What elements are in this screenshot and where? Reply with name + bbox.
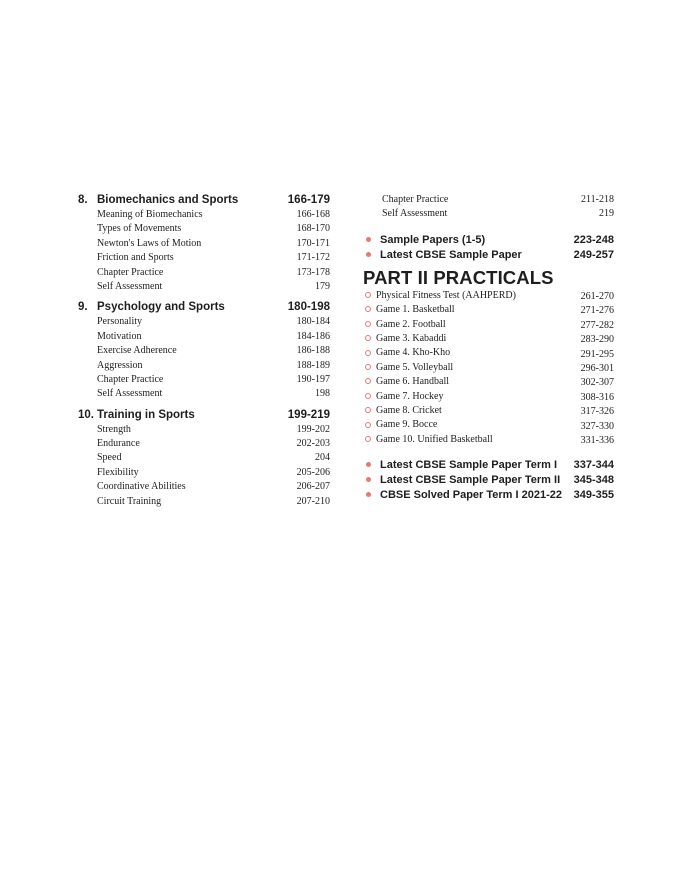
toc-paper-label: CBSE Solved Paper Term I 2021-22: [380, 489, 562, 502]
toc-paper-pages: 249-257: [573, 248, 614, 261]
toc-paper-entry[interactable]: [363, 248, 614, 263]
toc-entry-pages: 179: [315, 280, 330, 292]
toc-practical-label: Game 2. Football: [376, 318, 446, 330]
toc-entry-pages: 188-189: [296, 359, 330, 371]
toc-paper-label: Sample Papers (1-5): [380, 233, 486, 246]
chapter-pages: 180-198: [287, 301, 330, 314]
toc-entry[interactable]: [78, 315, 330, 329]
toc-entry-pages: 168-170: [296, 223, 330, 235]
bullet-ring-icon: [365, 321, 371, 327]
toc-entry[interactable]: [78, 387, 330, 401]
toc-practical-entry[interactable]: [363, 390, 614, 404]
toc-practical-pages: 302-307: [580, 377, 614, 389]
toc-practical-pages: 291-295: [580, 348, 614, 360]
toc-entry-pages: 198: [315, 388, 330, 400]
toc-entry-label: Flexibility: [97, 466, 139, 478]
toc-practical-entry[interactable]: [363, 332, 614, 346]
toc-entry-label: Chapter Practice: [97, 266, 164, 278]
bullet-ring-icon: [365, 407, 371, 413]
toc-paper-entry[interactable]: [363, 233, 614, 248]
toc-entry-label: Aggression: [97, 359, 143, 371]
bullet-ring-icon: [365, 378, 371, 384]
toc-practical-pages: 283-290: [580, 334, 614, 346]
toc-entry-label: Strength: [97, 423, 131, 435]
toc-entry-pages: 202-203: [296, 438, 330, 450]
toc-practical-entry[interactable]: [363, 303, 614, 317]
toc-entry-pages: 207-210: [296, 495, 330, 507]
chapter-pages: 199-219: [287, 408, 330, 421]
chapter-title: Training in Sports: [97, 408, 195, 421]
chapter-heading[interactable]: [78, 300, 330, 315]
chapter-heading[interactable]: [78, 408, 330, 423]
toc-practical-entry[interactable]: [363, 375, 614, 389]
toc-practical-entry[interactable]: [363, 418, 614, 432]
toc-entry[interactable]: [78, 373, 330, 387]
toc-practical-label: Game 5. Volleyball: [376, 361, 454, 373]
bullet-dot-icon: [366, 462, 371, 467]
bullet-ring-icon: [365, 422, 371, 428]
part-title: PART II PRACTICALS: [363, 266, 554, 288]
toc-entry-label: Personality: [97, 316, 142, 328]
toc-entry-label: Endurance: [97, 438, 140, 450]
toc-entry[interactable]: [78, 222, 330, 236]
spacer: [363, 447, 614, 458]
toc-entry[interactable]: [78, 280, 330, 294]
toc-entry-pages: 199-202: [296, 423, 330, 435]
chapter-heading[interactable]: [78, 193, 330, 208]
toc-practical-label: Game 8. Cricket: [376, 404, 442, 416]
toc-entry[interactable]: [78, 330, 330, 344]
toc-entry-pages: 205-206: [296, 466, 330, 478]
toc-practical-label: Game 4. Kho-Kho: [376, 347, 451, 359]
toc-right-column: [363, 193, 614, 503]
toc-entry[interactable]: [78, 237, 330, 251]
toc-entry-pages: 166-168: [296, 209, 330, 220]
toc-entry[interactable]: [78, 359, 330, 373]
toc-entry[interactable]: [78, 266, 330, 280]
toc-entry-label: Coordinative Abilities: [97, 481, 186, 493]
toc-entry[interactable]: [78, 208, 330, 222]
toc-entry[interactable]: [363, 193, 614, 207]
toc-practical-entry[interactable]: [363, 289, 614, 303]
chapter-pages: 166-179: [287, 194, 330, 206]
toc-practical-pages: 308-316: [580, 391, 614, 403]
toc-practical-label: Game 6. Handball: [376, 376, 450, 388]
bullet-dot-icon: [366, 477, 371, 482]
toc-paper-entry[interactable]: [363, 488, 614, 503]
toc-entry-label: Exercise Adherence: [97, 345, 177, 357]
toc-practical-label: Physical Fitness Test (AAHPERD): [376, 289, 516, 301]
toc-practical-entry[interactable]: [363, 361, 614, 375]
toc-entry-pages: 206-207: [296, 481, 330, 493]
toc-practical-label: Game 10. Unified Basketball: [376, 433, 493, 445]
chapter-number: 10.: [78, 408, 94, 421]
toc-entry[interactable]: [78, 451, 330, 465]
toc-practical-pages: 296-301: [580, 362, 614, 374]
bullet-ring-icon: [365, 393, 371, 399]
toc-practical-pages: 277-282: [580, 319, 614, 331]
toc-entry[interactable]: [78, 466, 330, 480]
toc-practical-pages: 331-336: [580, 434, 614, 446]
toc-practical-label: Game 1. Basketball: [376, 304, 455, 316]
toc-entry-label: Newton's Laws of Motion: [97, 237, 202, 249]
toc-entry-label: Circuit Training: [97, 495, 162, 507]
toc-entry-label: Speed: [97, 452, 122, 464]
toc-entry-pages: 180-184: [296, 316, 330, 328]
bullet-ring-icon: [365, 350, 371, 356]
bullet-dot-icon: [366, 237, 371, 242]
chapter-title: Biomechanics and Sports: [97, 194, 239, 206]
toc-entry[interactable]: [363, 207, 614, 221]
toc-practical-label: Game 3. Kabaddi: [376, 332, 447, 344]
toc-paper-label: Latest CBSE Sample Paper Term II: [380, 474, 561, 487]
toc-paper-pages: 337-344: [573, 459, 614, 472]
toc-entry-pages: 184-186: [296, 330, 330, 342]
toc-entry-label: Self Assessment: [97, 280, 163, 292]
toc-practical-pages: 317-326: [580, 406, 614, 418]
chapter-number: 8.: [78, 194, 88, 206]
toc-paper-entry[interactable]: [363, 473, 614, 488]
spacer: [363, 222, 614, 233]
toc-entry-pages: 190-197: [296, 373, 330, 385]
bullet-ring-icon: [365, 436, 371, 442]
toc-entry-label: Motivation: [97, 330, 142, 342]
toc-practical-pages: 271-276: [580, 305, 614, 317]
toc-entry-pages: 170-171: [296, 237, 330, 249]
toc-entry-pages: 204: [315, 452, 330, 464]
toc-practical-pages: 261-270: [580, 290, 614, 302]
toc-entry-pages: 211-218: [581, 194, 614, 205]
toc-practical-entry[interactable]: [363, 433, 614, 447]
toc-entry-label: Self Assessment: [382, 208, 448, 220]
toc-left-column: [78, 193, 330, 509]
toc-entry-label: Chapter Practice: [382, 194, 449, 205]
bullet-ring-icon: [365, 335, 371, 341]
toc-paper-pages: 349-355: [573, 489, 614, 502]
toc-practical-label: Game 7. Hockey: [376, 390, 444, 402]
chapter-number: 9.: [78, 301, 88, 314]
toc-entry[interactable]: [78, 344, 330, 358]
toc-entry-pages: 186-188: [296, 345, 330, 357]
toc-entry-pages: 171-172: [296, 252, 330, 264]
toc-paper-label: Latest CBSE Sample Paper: [380, 248, 522, 261]
toc-entry-pages: 173-178: [296, 266, 330, 278]
toc-entry[interactable]: [78, 495, 330, 509]
bullet-ring-icon: [365, 292, 371, 298]
toc-paper-label: Latest CBSE Sample Paper Term I: [380, 459, 558, 472]
toc-paper-entry[interactable]: [363, 458, 614, 473]
toc-entry-pages: 219: [599, 208, 614, 220]
toc-entry[interactable]: [78, 423, 330, 437]
toc-practical-entry[interactable]: [363, 318, 614, 332]
toc-entry[interactable]: [78, 480, 330, 494]
toc-entry[interactable]: [78, 251, 330, 265]
bullet-ring-icon: [365, 364, 371, 370]
bullet-dot-icon: [366, 492, 371, 497]
toc-practical-entry[interactable]: [363, 346, 614, 360]
toc-paper-pages: 223-248: [573, 233, 614, 246]
toc-entry-label: Friction and Sports: [97, 252, 174, 264]
bullet-ring-icon: [365, 306, 371, 312]
toc-practical-label: Game 9. Bocce: [376, 419, 438, 431]
toc-practical-entry[interactable]: [363, 404, 614, 418]
bullet-dot-icon: [366, 252, 371, 257]
toc-entry-label: Types of Movements: [97, 223, 182, 235]
toc-paper-pages: 345-348: [573, 474, 614, 487]
chapter-title: Psychology and Sports: [97, 301, 225, 314]
toc-entry-label: Chapter Practice: [97, 373, 164, 385]
toc-entry[interactable]: [78, 437, 330, 451]
toc-practical-pages: 327-330: [580, 420, 614, 432]
toc-entry-label: Meaning of Biomechanics: [97, 209, 203, 220]
toc-entry-label: Self Assessment: [97, 388, 163, 400]
